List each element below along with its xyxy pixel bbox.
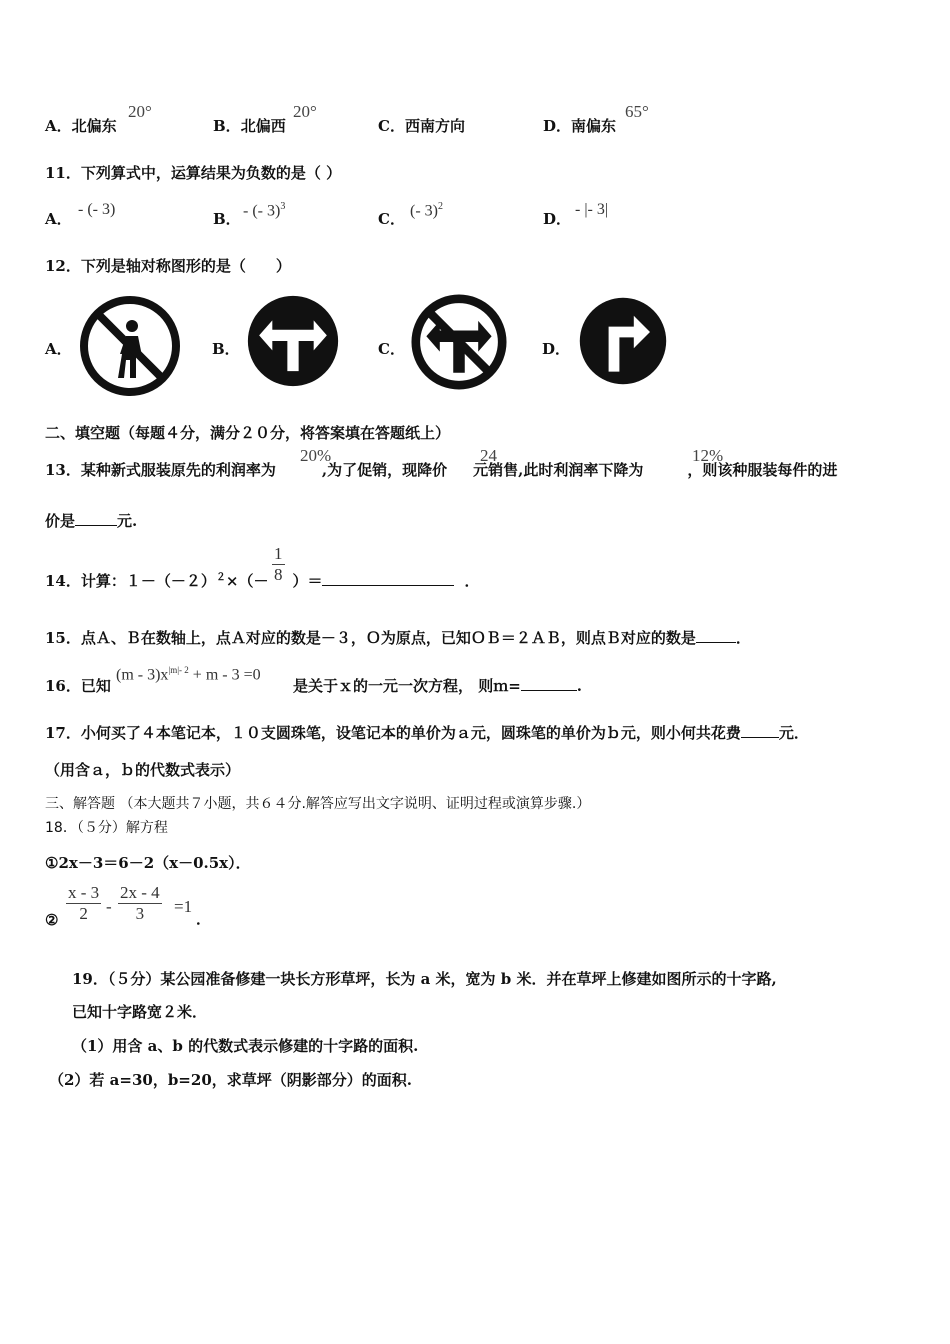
- q17-line2: （用含ａ，ｂ的代数式表示）: [45, 761, 241, 779]
- q15-text: 15．点Ａ、Ｂ在数轴上，点Ａ对应的数是－３，Ｏ为原点，已知ＯＢ＝２ＡＢ，则点Ｂ对应的数是 ．: [45, 629, 751, 647]
- q11-option-d-letter: D．: [543, 210, 572, 228]
- q11-option-d-expr: - |- 3|: [575, 201, 609, 218]
- q11-stem: 11．下列算式中，运算结果为负数的是（ ）: [45, 164, 342, 182]
- q14-fraction: $\frac{1}{8}$: [274, 544, 283, 584]
- q13-line2: 价是 元.: [45, 512, 138, 530]
- q10-option-b: B．北偏西: [213, 117, 286, 135]
- q16-answer-blank[interactable]: [521, 690, 577, 691]
- section-2-title: 二、填空题（每题４分，满分２０分，将答案填在答题纸上）: [45, 424, 451, 442]
- q11-option-b-letter: B．: [213, 210, 241, 228]
- q19-line2: 已知十字路宽２米．: [72, 1003, 208, 1021]
- q18-rhs: =1: [174, 897, 193, 916]
- q13-new-rate: 12%: [692, 446, 724, 465]
- q16-text: 是关于ｘ的一元一次方程， 则ｍ= .: [293, 677, 583, 695]
- q13-answer-blank[interactable]: [75, 525, 117, 526]
- q13-line1: 13．某种新式服装原先的利润率为 ,为了促销，现降价 元销售,此时利润率下降为 ，则该种服装每件的进: [45, 461, 838, 479]
- q12-option-d-letter: D．: [542, 340, 571, 358]
- q11-option-b-expr: - (- 3)$^3$: [243, 201, 286, 220]
- q10-option-a-angle: 20°: [128, 102, 152, 121]
- q17-line1: 17．小何买了４本笔记本，１０支圆珠笔，设笔记本的单价为ａ元，圆珠笔的单价为ｂ元，则小何共花费 元．: [45, 724, 809, 742]
- q11-option-a-letter: A．: [45, 210, 72, 228]
- section-3-title: 三、解答题 （本大题共７小题，共６４分.解答应写出文字说明、证明过程或演算步骤.）: [45, 796, 591, 812]
- q19-part1: （1）用含 a、b 的代数式表示修建的十字路的面积.: [72, 1037, 419, 1055]
- q13-price-cut: 24: [480, 446, 497, 465]
- no-left-right-turn-sign-icon: [411, 294, 507, 390]
- q16-equation: $(m - 3)x^{|m|- 2} + m - 3 =0$: [116, 665, 261, 684]
- q15-answer-blank[interactable]: [696, 642, 736, 643]
- q18-equation-1: ①2x－3＝6－2（x－0.5x）．: [45, 854, 251, 872]
- q10-option-b-angle: 20°: [293, 102, 317, 121]
- q19-part2: （2）若 a=30，b=20，求草坪（阴影部分）的面积.: [49, 1071, 412, 1089]
- q16-label: 16．已知: [45, 677, 111, 695]
- q10-option-c: C．西南方向: [378, 117, 465, 135]
- q11-option-c-expr: (- 3)$^2$: [410, 201, 443, 220]
- q11-option-c-letter: C．: [378, 210, 405, 228]
- left-right-turn-sign-icon: [246, 294, 340, 388]
- q18-fraction-1: $\frac{x - 3}{2}$: [68, 883, 100, 923]
- q12-option-b-letter: B．: [212, 340, 240, 358]
- q10-option-a: A．北偏东: [45, 117, 117, 135]
- q17-answer-blank[interactable]: [741, 737, 779, 738]
- q10-option-d: D．南偏东: [543, 117, 617, 135]
- q18-stem: 18．（５分）解方程: [45, 820, 168, 836]
- turn-right-sign-icon: [578, 296, 668, 386]
- q18-end: ．: [196, 910, 212, 928]
- q14-answer-blank[interactable]: [322, 585, 454, 586]
- q11-option-a-expr: - (- 3): [78, 201, 116, 218]
- q13-profit-rate: 20%: [300, 446, 332, 465]
- q12-stem: 12．下列是轴对称图形的是（ ）: [45, 257, 291, 275]
- q10-option-d-angle: 65°: [625, 102, 649, 121]
- q12-option-c-letter: C．: [378, 340, 405, 358]
- q19-line1: 19．（５分）某公园准备修建一块长方形草坪，长为 a 米，宽为 b 米．并在草坪上修建如图所示的十字路,: [72, 970, 777, 988]
- q14-expression: 14．计算：$1-(-2)^2\times(-$ ）＝ ．: [45, 572, 480, 590]
- q18-minus: -: [106, 897, 112, 916]
- no-pedestrian-sign-icon: [80, 296, 180, 396]
- q12-option-a-letter: A．: [45, 340, 72, 358]
- q18-equation-2-label: ②: [45, 911, 59, 929]
- q18-fraction-2: $\frac{2x - 4}{3}$: [120, 883, 160, 923]
